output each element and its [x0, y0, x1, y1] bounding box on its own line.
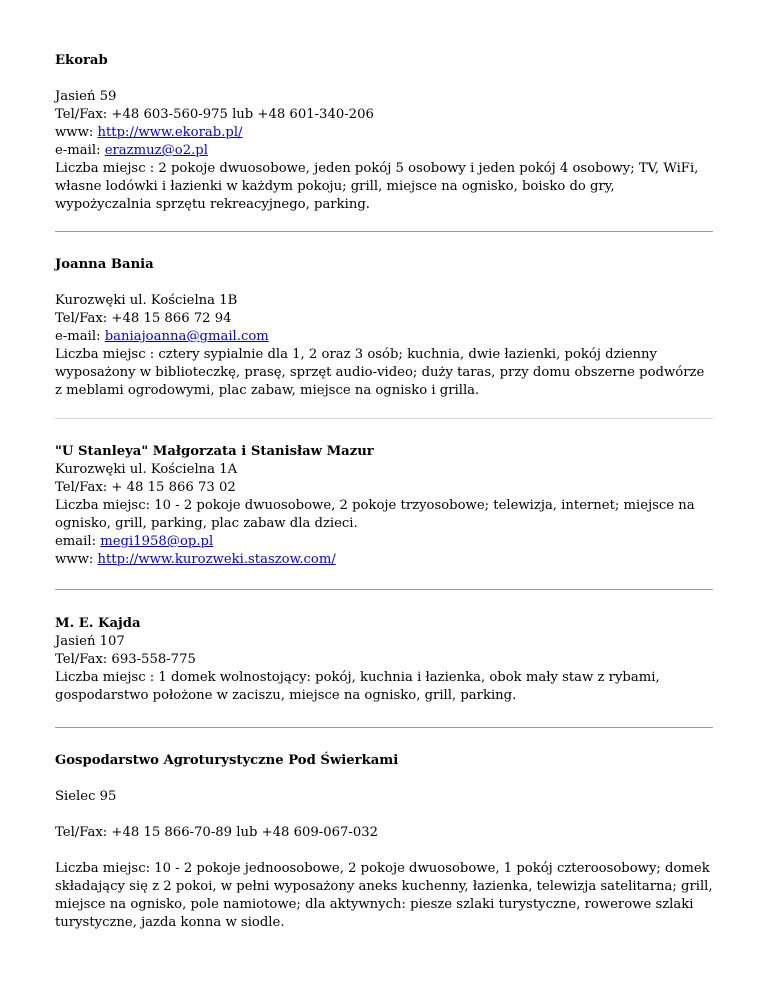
listing-www-line: [55, 551, 715, 569]
listing-description: Liczba miejsc : cztery sypialnie dla 1, 2 oraz 3 osób; kuchnia, dwie łazienki, pokój dzienny wyposażony w biblioteczkę, prasę, sprzęt audio-video; duży taras, przy domu obszerne podwórze z meblami ogrodowymi, plac zabaw, miejsce na ognisko i grilla.: [55, 347, 705, 398]
listing-address: Sielec 95: [55, 789, 117, 804]
listing-name: Ekorab: [55, 53, 108, 68]
listing-pod-swierkami: [55, 752, 715, 932]
listing-address: Jasień 107: [55, 634, 125, 649]
listing-name: Joanna Bania: [55, 257, 154, 272]
email-link[interactable]: erazmuz@o2.pl: [104, 143, 208, 158]
email-label: email:: [55, 534, 101, 549]
www-link[interactable]: http://www.kurozweki.staszow.com/: [97, 552, 336, 567]
listing-u-stanleya: [55, 443, 715, 569]
divider: [55, 231, 713, 232]
email-link[interactable]: baniajoanna@gmail.com: [104, 329, 269, 344]
listing-address: Kurozwęki ul. Kościelna 1A: [55, 462, 238, 477]
listing-www-line: [55, 124, 715, 142]
www-link[interactable]: http://www.ekorab.pl/: [97, 125, 243, 140]
listing-phone: Tel/Fax: +48 15 866-70-89 lub +48 609-067-032: [55, 825, 379, 840]
email-link[interactable]: megi1958@op.pl: [100, 534, 214, 549]
listing-name: Gospodarstwo Agroturystyczne Pod Świerkami: [55, 753, 399, 768]
listing-description: Liczba miejsc: 10 - 2 pokoje dwuosobowe, 2 pokoje trzyosobowe; telewizja, internet; miejsce na ognisko, grill, parking, plac zabaw dla dzieci.: [55, 498, 695, 531]
listing-email-line: [55, 142, 715, 160]
listing-address: Jasień 59: [55, 89, 117, 104]
email-label: e-mail:: [55, 143, 105, 158]
listing-name: M. E. Kajda: [55, 616, 141, 631]
email-label: e-mail:: [55, 329, 105, 344]
listing-name: "U Stanleya" Małgorzata i Stanisław Mazur: [55, 444, 374, 459]
listing-description: Liczba miejsc: 10 - 2 pokoje jednoosobowe, 2 pokoje dwuosobowe, 1 pokój czteroosobowy; domek składający się z 2 pokoi, w pełni wyposażony aneks kuchenny, łazienka, telewizja satelitarna; grill, miejsce na ognisko, pole namiotowe; dla aktywnych: piesze szlaki turystyczne, rowerowe szlaki turystyczne, jazda konna w siodle.: [55, 861, 713, 930]
www-label: www:: [55, 552, 98, 567]
listing-email-line: [55, 533, 715, 551]
listing-phone: Tel/Fax: 693-558-775: [55, 652, 196, 667]
listing-description: Liczba miejsc : 2 pokoje dwuosobowe, jeden pokój 5 osobowy i jeden pokój 4 osobowy; TV, WiFi, własne lodówki i łazienki w każdym pokoju; grill, miejsce na ognisko, boisko do gry, wypożyczalnia sprzętu rekreacyjnego, parking.: [55, 161, 699, 212]
divider: [55, 589, 713, 590]
listing-phone: Tel/Fax: +48 15 866 72 94: [55, 311, 232, 326]
divider: [55, 418, 713, 419]
listing-joanna-bania: [55, 256, 715, 400]
listing-ekorab: [55, 52, 715, 214]
listing-description: Liczba miejsc : 1 domek wolnostojący: pokój, kuchnia i łazienka, obok mały staw z rybami, gospodarstwo położone w zaciszu, miejsce na ognisko, grill, parking.: [55, 670, 660, 703]
divider: [55, 727, 713, 728]
listing-phone: Tel/Fax: + 48 15 866 73 02: [55, 480, 236, 495]
listing-kajda: [55, 615, 715, 705]
www-label: www:: [55, 125, 98, 140]
listing-phone: Tel/Fax: +48 603-560-975 lub +48 601-340-206: [55, 107, 374, 122]
listing-address: Kurozwęki ul. Kościelna 1B: [55, 293, 238, 308]
listing-email-line: [55, 328, 715, 346]
